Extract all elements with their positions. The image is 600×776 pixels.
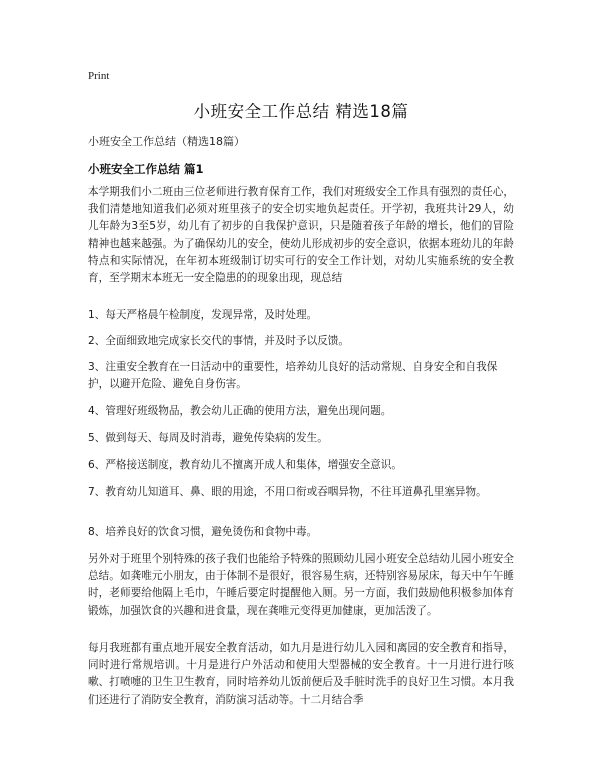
section-heading: 小班安全工作总结 篇1 <box>88 162 204 176</box>
document-subtitle: 小班安全工作总结（精选18篇） <box>88 135 245 148</box>
list-item: 8、培养良好的饮食习惯，避免烫伤和食物中毒。 <box>88 526 318 538</box>
list-item: 6、严格接送制度，教育幼儿不擅离开成人和集体，增强安全意识。 <box>88 459 402 471</box>
intro-paragraph: 本学期我们小二班由三位老师进行教育保育工作，我们对班级安全工作具有强烈的责任心，我们清楚地知道我们必须对班里孩子的安全切实地负起责任。开学初，我班共计29人，幼儿年龄为3至5岁，幼儿有了初步的自我保护意识，只是随着孩子年龄的增长，他们的冒险精神也越来越强。为了确保幼儿的安全，使幼儿形成初步的安全意识，依据本班幼儿的年龄特点和实际情况，在年初本班级制订切实可行的安全工作计划，对幼儿实施系统的安全教育，至学期末本班无一安全隐患的的现象出现，现总结 <box>88 186 514 285</box>
paragraph-monthly-activities: 每月我班都有重点地开展安全教育活动，如九月是进行幼儿入园和离园的安全教育和指导，同时进行常规培训。十月是进行户外活动和使用大型器械的安全教育。十一月进行进行咳嗽、打喷嚏的卫生卫生教育，同时培养幼儿饭前便后及手脏时洗手的良好卫生习惯。本月我们还进行了消防安全教育，消防演习活动等。十二月结合季 <box>88 642 514 706</box>
print-label: Print <box>88 70 110 82</box>
list-item: 3、注重安全教育在一日活动中的重要性，培养幼儿良好的活动常规、自身安全和自我保护，以避开危险、避免自身伤害。 <box>88 361 498 391</box>
list-item: 7、教育幼儿知道耳、鼻、眼的用途，不用口衔或吞咽异物，不往耳道鼻孔里塞异物。 <box>88 486 487 498</box>
list-item: 5、做到每天、每周及时消毒，避免传染病的发生。 <box>88 432 328 444</box>
list-item: 1、每天严格晨午检制度，发现异常，及时处理。 <box>88 309 318 321</box>
paragraph-special-care: 另外对于班里个别特殊的孩子我们也能给予特殊的照顾幼儿园小班安全总结幼儿园小班安全总结。如龚唯元小朋友，由于体制不是很好，很容易生病，还特别容易尿床，每天中午午睡时，老师要给他隔上毛巾，午睡后要定时提醒他入厕。另一方面，我们鼓励他积极参加体育锻炼，加强饮食的兴趣和进食量，现在龚唯元变得更加健康，更加活泼了。 <box>88 553 514 617</box>
list-item: 4、管理好班级物品，教会幼儿正确的使用方法，避免出现问题。 <box>88 405 392 417</box>
document-title: 小班安全工作总结 精选18篇 <box>193 102 409 121</box>
list-item: 2、全面细致地完成家长交代的事情，并及时予以反馈。 <box>88 335 349 347</box>
